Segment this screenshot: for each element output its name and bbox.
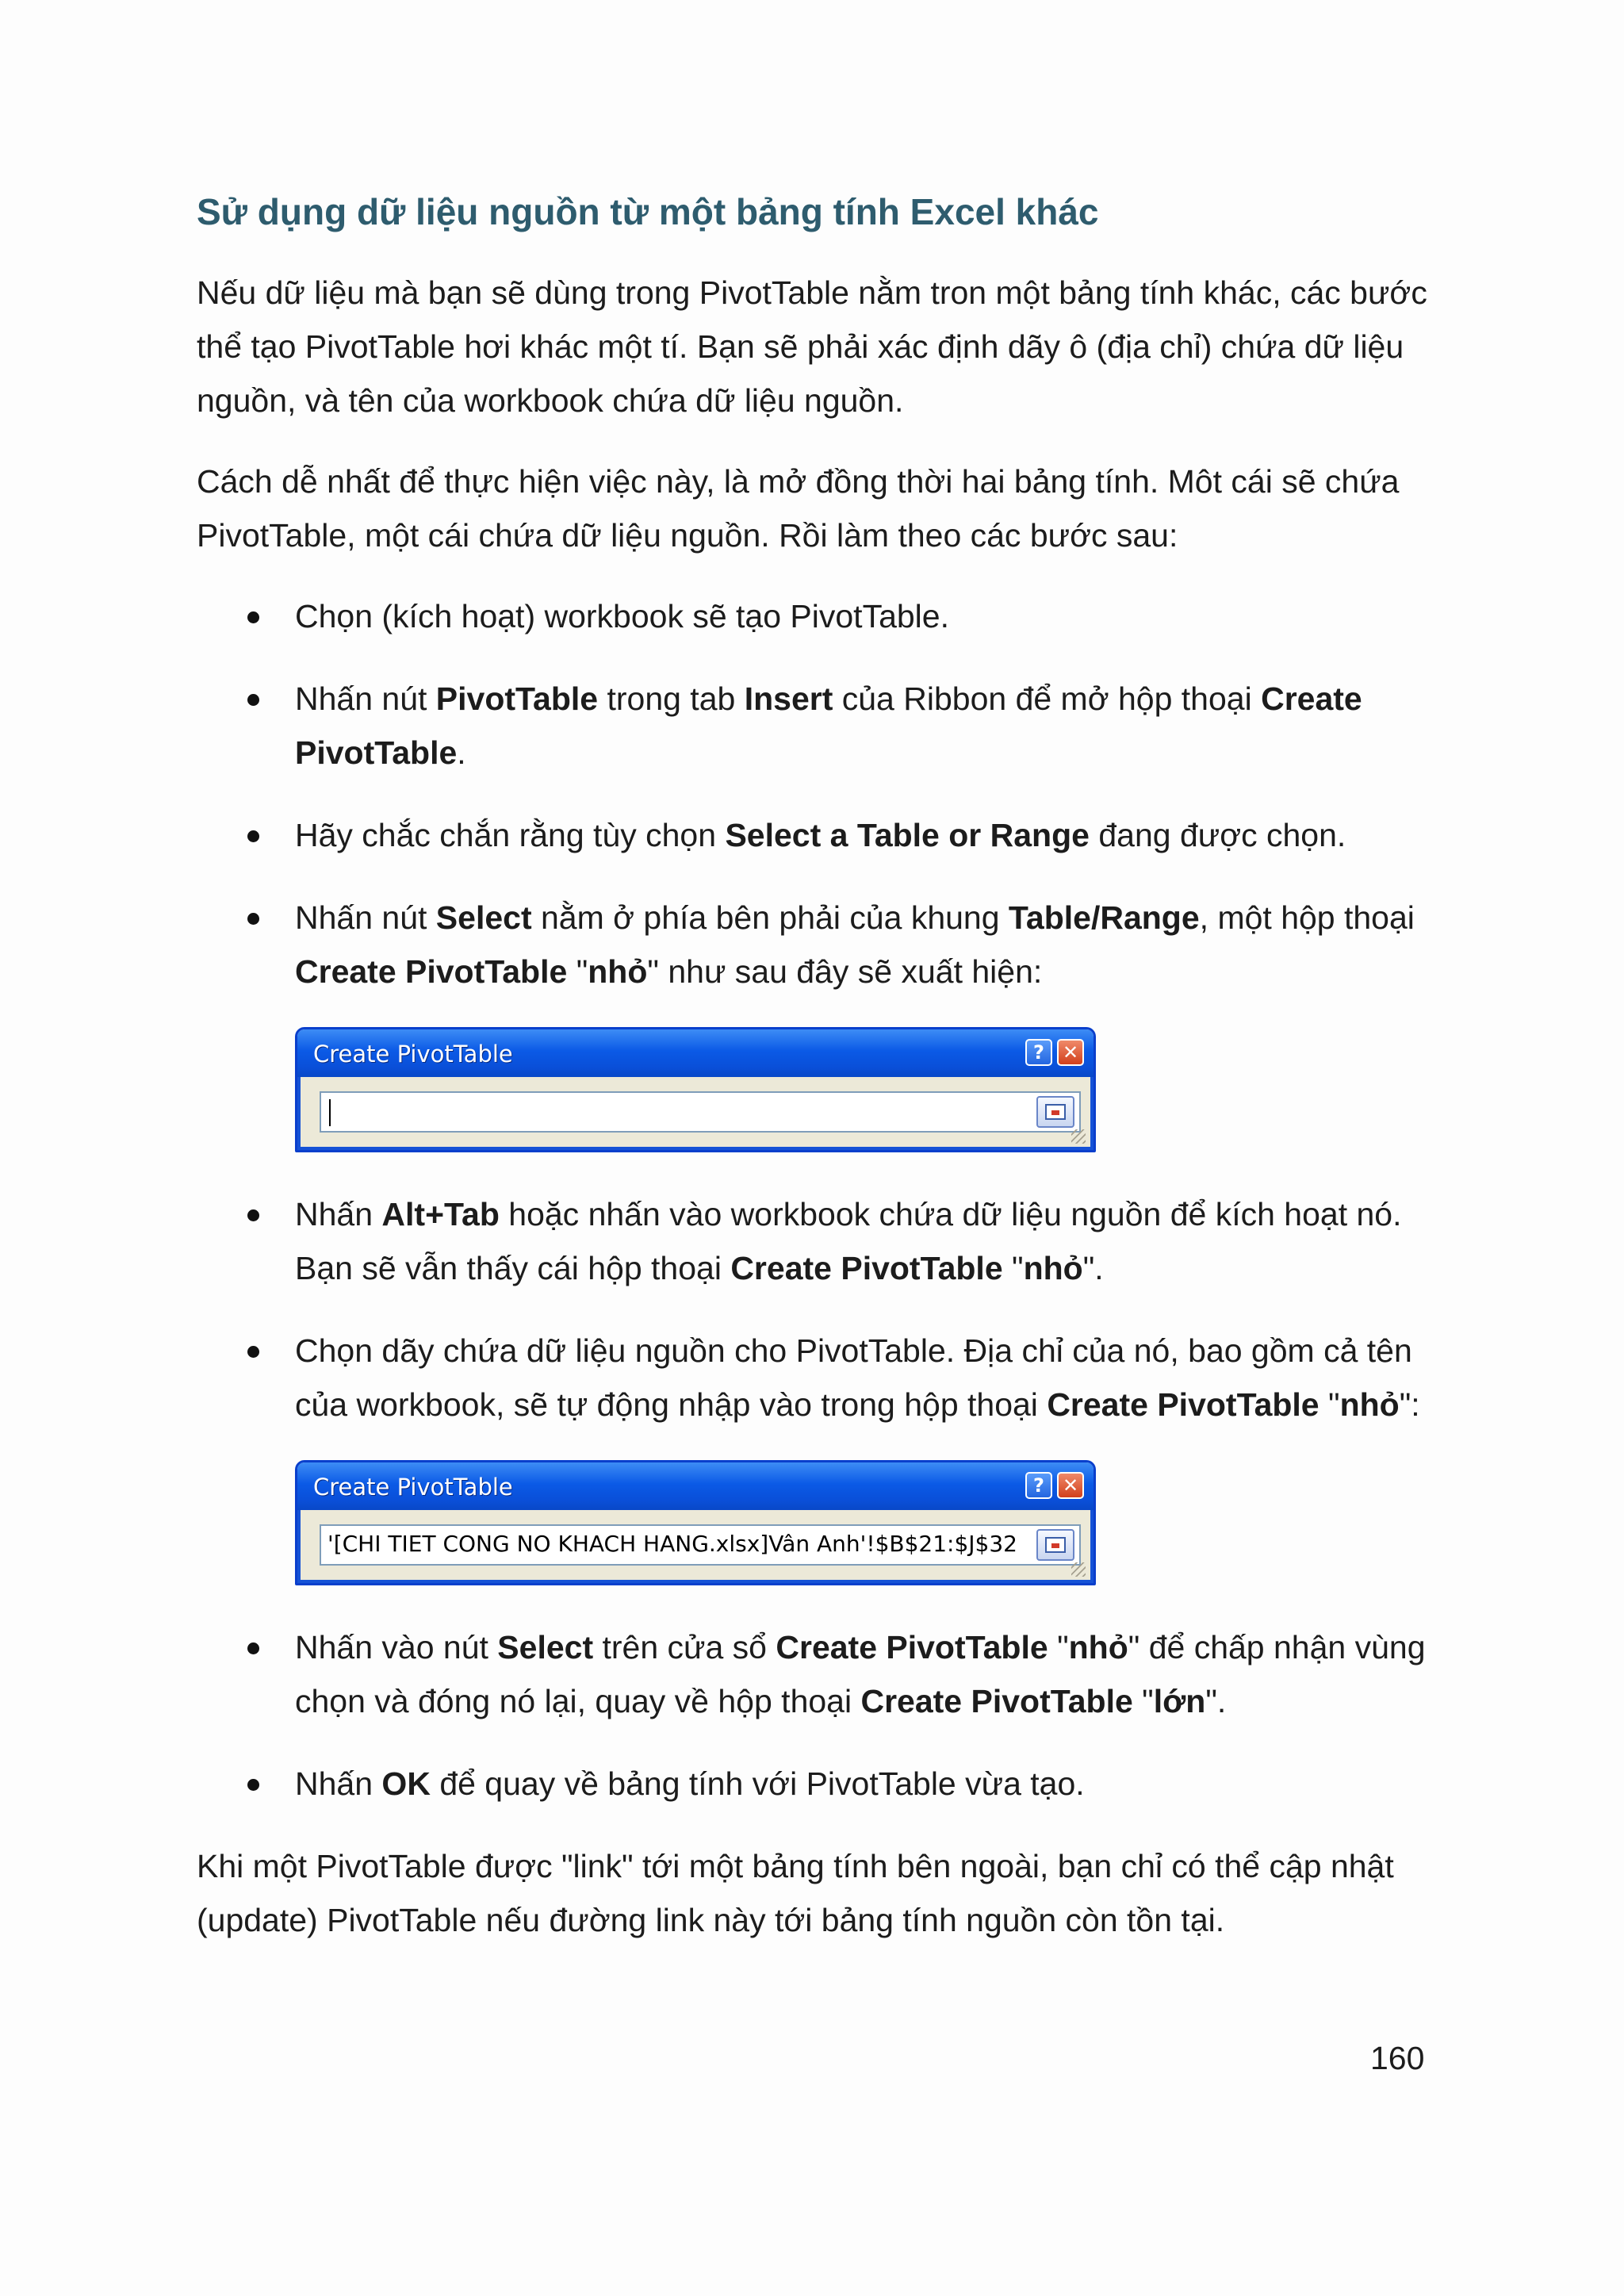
- bullet-icon: [247, 913, 259, 925]
- text-cursor: [329, 1099, 331, 1126]
- closing-paragraph: Khi một PivotTable được "link" tới một bảng tính bên ngoài, bạn chỉ có thể cập nhật (update) PivotTable nếu đường link này tới bảng tính nguồn còn tồn tại.: [197, 1848, 1394, 1939]
- range-input[interactable]: [320, 1091, 1081, 1133]
- create-pivottable-dialog-filled: [295, 1460, 1096, 1585]
- bullet-icon: [247, 611, 259, 623]
- create-pivottable-dialog-empty: [295, 1027, 1096, 1152]
- select-range-button[interactable]: [1036, 1096, 1074, 1128]
- bullet-icon: [247, 1346, 259, 1358]
- step-5: Nhấn Alt+Tab hoặc nhấn vào workbook chứa dữ liệu nguồn để kích hoạt nó. Bạn sẽ vẫn thấy cái hộp thoại Create PivotTable "nhỏ".: [197, 1187, 1434, 1295]
- section-heading: Sử dụng dữ liệu nguồn từ một bảng tính Excel khác: [197, 191, 1099, 232]
- range-select-icon: [1045, 1104, 1066, 1120]
- dialog-title: Create PivotTable: [313, 1041, 513, 1068]
- steps-list-continued-2: [197, 1620, 1434, 1811]
- intro-paragraph-2: Cách dễ nhất để thực hiện việc này, là mở đồng thời hai bảng tính. Môt cái sẽ chứa PivotTable, một cái chứa dữ liệu nguồn. Rồi làm theo các bước sau:: [197, 463, 1400, 554]
- dialog-body: [297, 1077, 1094, 1150]
- select-range-button[interactable]: [1036, 1529, 1074, 1561]
- range-input[interactable]: [320, 1524, 1081, 1566]
- bullet-icon: [247, 830, 259, 842]
- range-select-icon: [1045, 1537, 1066, 1553]
- close-button[interactable]: ✕: [1057, 1472, 1084, 1499]
- step-2: Nhấn nút PivotTable trong tab Insert của Ribbon để mở hộp thoại Create PivotTable.: [197, 672, 1434, 780]
- steps-list-continued-1: [197, 1187, 1434, 1432]
- intro-paragraph-1: Nếu dữ liệu mà bạn sẽ dùng trong PivotTable nằm tron một bảng tính khác, các bước thể tạo PivotTable hơi khác một tí. Bạn sẽ phải xác định dãy ô (địa chỉ) chứa dữ liệu nguồn, và tên của workbook chứa dữ liệu nguồn.: [197, 274, 1427, 420]
- page-number: 160: [1370, 2040, 1425, 2076]
- dialog-body: [297, 1510, 1094, 1583]
- bullet-icon: [247, 1779, 259, 1791]
- help-button[interactable]: ?: [1025, 1039, 1052, 1066]
- bullet-icon: [247, 694, 259, 706]
- steps-list: [197, 589, 1434, 999]
- step-4: Nhấn nút Select nằm ở phía bên phải của khung Table/Range, một hộp thoại Create PivotTable "nhỏ" như sau đây sẽ xuất hiện:: [197, 891, 1434, 999]
- range-input-value: '[CHI TIET CONG NO KHACH HANG.xlsx]Vân Anh'!$B$21:$J$32: [327, 1531, 1017, 1558]
- resize-grip-icon[interactable]: [1071, 1129, 1086, 1144]
- bullet-icon: [247, 1642, 259, 1654]
- bullet-icon: [247, 1209, 259, 1221]
- step-6: Chọn dãy chứa dữ liệu nguồn cho PivotTable. Địa chỉ của nó, bao gồm cả tên của workbook, sẽ tự động nhập vào trong hộp thoại Create PivotTable "nhỏ":: [197, 1324, 1434, 1432]
- close-button[interactable]: ✕: [1057, 1039, 1084, 1066]
- document-page: [197, 190, 1434, 1974]
- resize-grip-icon[interactable]: [1071, 1562, 1086, 1577]
- step-3: Hãy chắc chắn rằng tùy chọn Select a Table or Range đang được chọn.: [197, 808, 1434, 862]
- dialog-title: Create PivotTable: [313, 1474, 513, 1501]
- step-8: Nhấn OK để quay về bảng tính với PivotTable vừa tạo.: [197, 1757, 1434, 1811]
- help-button[interactable]: ?: [1025, 1472, 1052, 1499]
- step-7: Nhấn vào nút Select trên cửa sổ Create PivotTable "nhỏ" để chấp nhận vùng chọn và đóng nó lại, quay về hộp thoại Create PivotTable "lớn".: [197, 1620, 1434, 1728]
- dialog-titlebar: [297, 1462, 1094, 1510]
- dialog-titlebar: [297, 1029, 1094, 1077]
- step-1: Chọn (kích hoạt) workbook sẽ tạo PivotTable.: [197, 589, 1434, 643]
